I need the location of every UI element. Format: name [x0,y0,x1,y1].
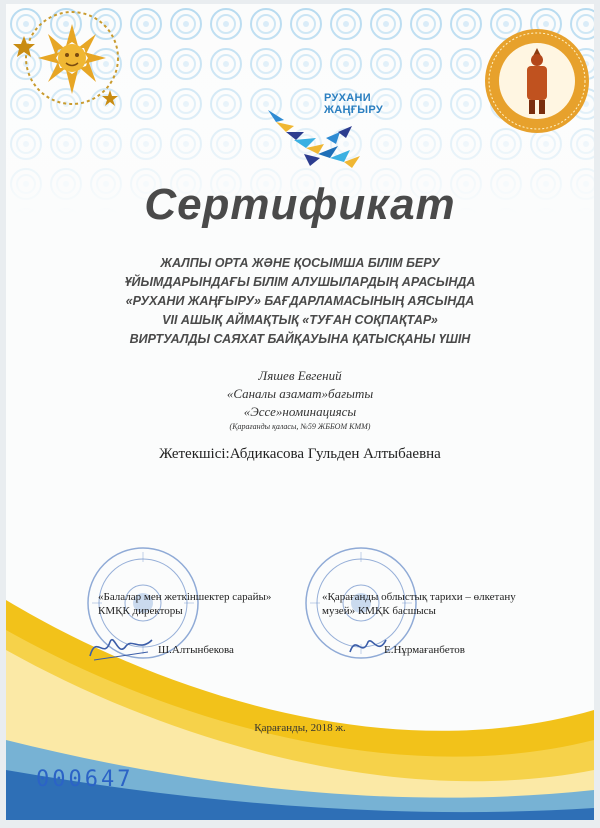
subtitle-line: ҰЙЫМДАРЫНДАҒЫ БІЛІМ АЛУШЫЛАРДЫҢ АРАСЫНДА [124,275,476,289]
right-signatory-line2: музей» КМҚК басшысы [322,605,436,617]
certificate-title: Сертификат [144,180,456,229]
left-signatory-line1: «Балалар мен жеткіншектер сарайы» [98,591,272,603]
subtitle-line: ВИРТУАЛДЫ САЯХАТ БАЙҚАУЫНА ҚАТЫСҚАНЫ ҮШІН [129,332,471,346]
right-signatory-name: Е.Нұрмағанбетов [384,644,465,656]
recipient-name: Ляшев Евгений [258,368,342,383]
subtitle-line: «РУХАНИ ЖАҢҒЫРУ» БАҒДАРЛАМАСЫНЫҢ АЯСЫНДА [125,294,475,308]
logo-line-1: РУХАНИ [324,92,371,104]
place-and-year: Қарағанды, 2018 ж. [254,722,346,734]
certificate-subtitle [6,254,594,349]
subtitle-line: VII АШЫҚ АЙМАҚТЫҚ «ТУҒАН СОҚПАҚТАР» [162,313,438,327]
museum-seal-logo [482,26,592,136]
left-signature [86,630,156,664]
right-signatory-line1: «Қарағанды облыстық тарихи – өлкетану [322,591,516,603]
sun-emblem-logo [12,6,132,116]
left-signatory-line2: КМҚК директоры [98,605,183,617]
recipient-nomination: «Эссе»номинациясы [243,404,357,419]
subtitle-line: ЖАЛПЫ ОРТА ЖӘНЕ ҚОСЫМША БІЛІМ БЕРУ [160,256,440,270]
recipient-school: (Қарағанды қаласы, №59 ЖББОМ КММ) [229,422,371,431]
logo-line-2: ЖАҢҒЫРУ [324,104,383,116]
supervisor-line: Жетекшісі:Абдикасова Гульден Алтыбаевна [159,446,441,462]
left-signatory-title [98,590,271,618]
recipient-direction: «Саналы азамат»бағыты [226,386,374,401]
right-signatory-title [322,590,516,618]
certificate-page [6,4,594,820]
left-signatory-name: Ш.Алтынбекова [158,644,234,656]
serial-number: 000647 [36,767,134,792]
rukhani-zhangyru-logo-text [324,92,383,116]
